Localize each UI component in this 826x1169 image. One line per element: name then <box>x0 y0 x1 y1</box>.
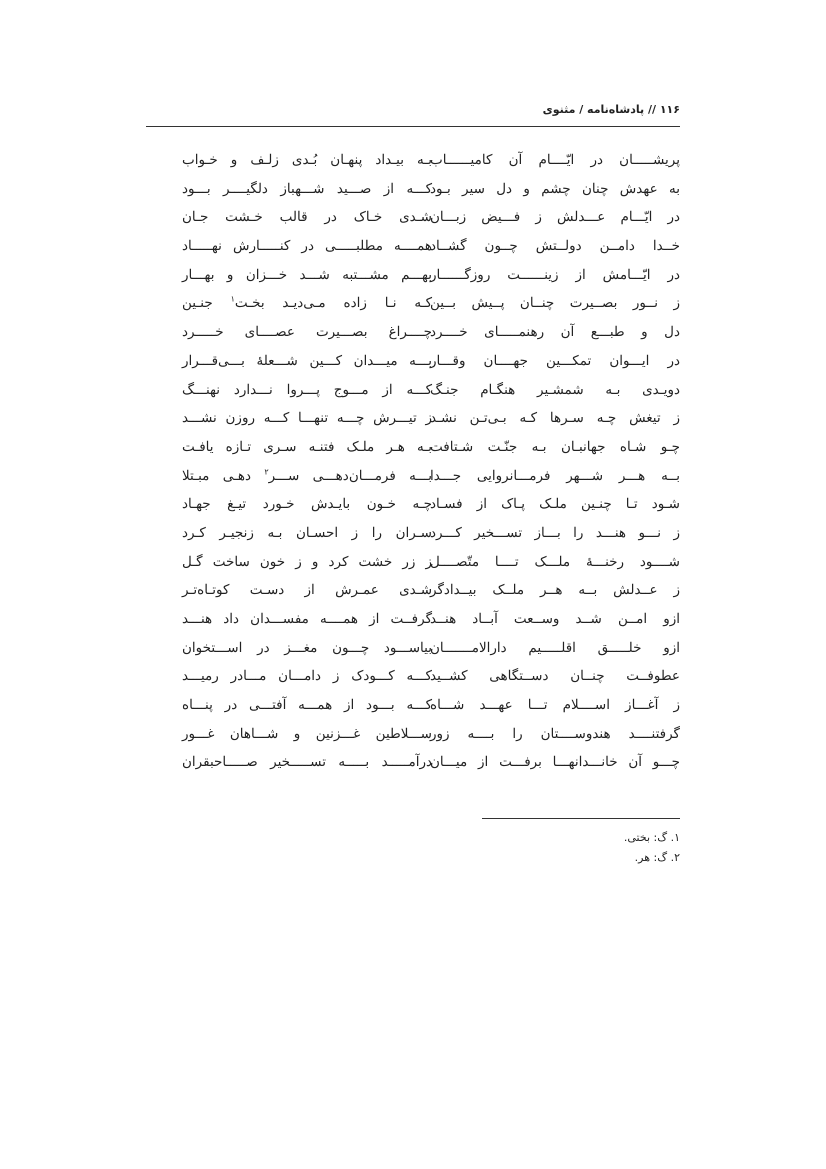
verse-line: ز عــدلش بــه هــر ملــک بیــدادگر <box>430 582 680 599</box>
verse-line: بــه هـــر شـــهر فرمـــانروایی جـــدا <box>430 467 680 484</box>
footnote-mark: ۲ <box>264 467 269 477</box>
verse-line: شــــود رخنـــهٔ ملـــک تــــا متّصــــل <box>430 553 680 570</box>
verse-line: بیاســـود چـــون مغـــز در اســـتخوان <box>182 639 432 656</box>
verse-line: عطوفــت چنــان دســتگاهی کشــید <box>430 668 680 685</box>
footnote: ۱. گ: بختی. <box>623 831 680 844</box>
verse-line-with-footnote <box>182 289 432 318</box>
header-title: ۱۱۶ // پادشاه‌نامه / مثنوی <box>542 103 680 116</box>
verse-text: جنـین <box>182 295 213 312</box>
verse-line: کـــه کـــودک ز دامـــان مـــادر رمیـــد <box>182 668 432 685</box>
verse-line: ازو خلـــــق اقلـــــیم دارالامـــــــان <box>430 639 680 656</box>
footnotes <box>380 828 680 868</box>
verse-line: پریشـــــان در ایّــــام آن کامیــــــاب <box>430 152 680 168</box>
verse-text: کـه نـا زاده مـی‌دیـد بخـت <box>234 295 433 312</box>
verse-line: درآمـــــد بـــــه تســـــخیر صـــــاحبقران <box>182 754 432 771</box>
verse-line: ز نــور بصــیرت چنــان پــیش بــین <box>430 295 680 312</box>
verse-text: دهـی مبـتلا <box>182 467 252 484</box>
verse-line: ز زر خشت کرد و ز خون ساخت گـل <box>182 553 432 570</box>
footnote-rule <box>482 818 680 819</box>
verse-line: سـران را ز احسـان بـه زنجیـر کـرد <box>182 524 432 541</box>
verse-line: بـــه میـــدان کـــین شـــعلهٔ بـــی‌قـــرار <box>182 352 432 369</box>
verse-line: در ایّـــامش از زینــــــت روزگــــــار <box>430 266 680 283</box>
verse-text: بـــه فرمـــان‌دهـــی ســـر <box>268 467 432 484</box>
verse-line: شـود تـا چنـین ملـک پـاک از فسـاد <box>430 496 680 513</box>
verse-line: شـدی عمـرش از دسـت کوتـاه‌تـر <box>182 582 432 599</box>
verse-column-left <box>182 146 432 777</box>
verse-line: ســـلاطین غـــزنین و شـــاهان غـــور <box>182 725 432 742</box>
verse-line: چـو شـاه جهانبـان بـه جنّـت شـتافت <box>430 438 680 455</box>
header-rule <box>146 126 680 127</box>
verse-line: دل و طبـــع آن رهنمـــــای خــــرد <box>430 324 680 341</box>
running-header <box>146 103 680 121</box>
verse-line: شـدی خـاک در قالب خـشت جـان <box>182 209 432 226</box>
verse-line: کـــه از مـــوج پـــروا نـــدارد نهنـــگ <box>182 381 432 398</box>
verse-column-right <box>430 146 680 777</box>
verse-line: ز آغـــاز اســــلام تـــا عهـــد شـــاه <box>430 697 680 714</box>
verse-line: دویـدی بـه شمشـیر هنگـام جنـگ <box>430 381 680 398</box>
footnote: ۲. گ: هر. <box>634 851 680 864</box>
verse-line: گرفــت از همــــه مفســـدان داد هنـــد <box>182 611 432 627</box>
verse-line: کـــه بـــود از همـــه آفتـــی در پنـــاه <box>182 697 432 714</box>
verse-line: چــــراغ بصـــیرت عصــــای خـــــرد <box>182 324 432 341</box>
verse-line: ازو امــن شــد وســعت آبــاد هنــد <box>430 611 680 627</box>
verse-line: بـه بیـداد پنهـان بُـدی زلـف و خـواب <box>182 152 432 168</box>
verse-line: به عهدش چنان چشم و دل سیر بـود <box>430 180 680 197</box>
verse-line: بـه هـر ملـک فتنـه سـری تـازه یافـت <box>182 438 432 455</box>
verse-line: ز نـــو هنـــد را بـــاز تســـخیر کـــرد <box>430 524 680 541</box>
verse-line: چـه خـون بایـدش خـورد تیـغ جهـاد <box>182 496 432 513</box>
verse-line: کـــه از صـــید شـــهباز دلگیــــر بـــود <box>182 180 432 197</box>
footnote-mark: ۱ <box>230 294 235 304</box>
verse-line: ز تیغش چـه سـرها کـه بـی‌تـن نشـد <box>430 410 680 427</box>
verse-line: خــدا دامــن دولــتش چــون گشــاد <box>430 238 680 255</box>
verse-line: بهـــم مشـــتبه شـــد خـــزان و بهـــار <box>182 266 432 283</box>
verse-line: در ایّـــام عـــدلش ز فـــیض زبـــان <box>430 209 680 226</box>
verse-line: در ایـــوان تمکـــین جهــــان وقـــار <box>430 352 680 369</box>
verse-line: گرفتنــــد هندوســــتان را بــــه زور <box>430 725 680 742</box>
verse-line: چـــو آن خانـــدانهـــا برفـــت از میـــان <box>430 754 680 771</box>
verse-line-with-footnote <box>182 462 432 491</box>
verse-line: همــــه مطلبـــــی در کنـــــارش نهـــــاد <box>182 238 432 255</box>
verse-line: ز تیـــرش چـــه تنهـــا کـــه روزن نشـــد <box>182 410 432 427</box>
